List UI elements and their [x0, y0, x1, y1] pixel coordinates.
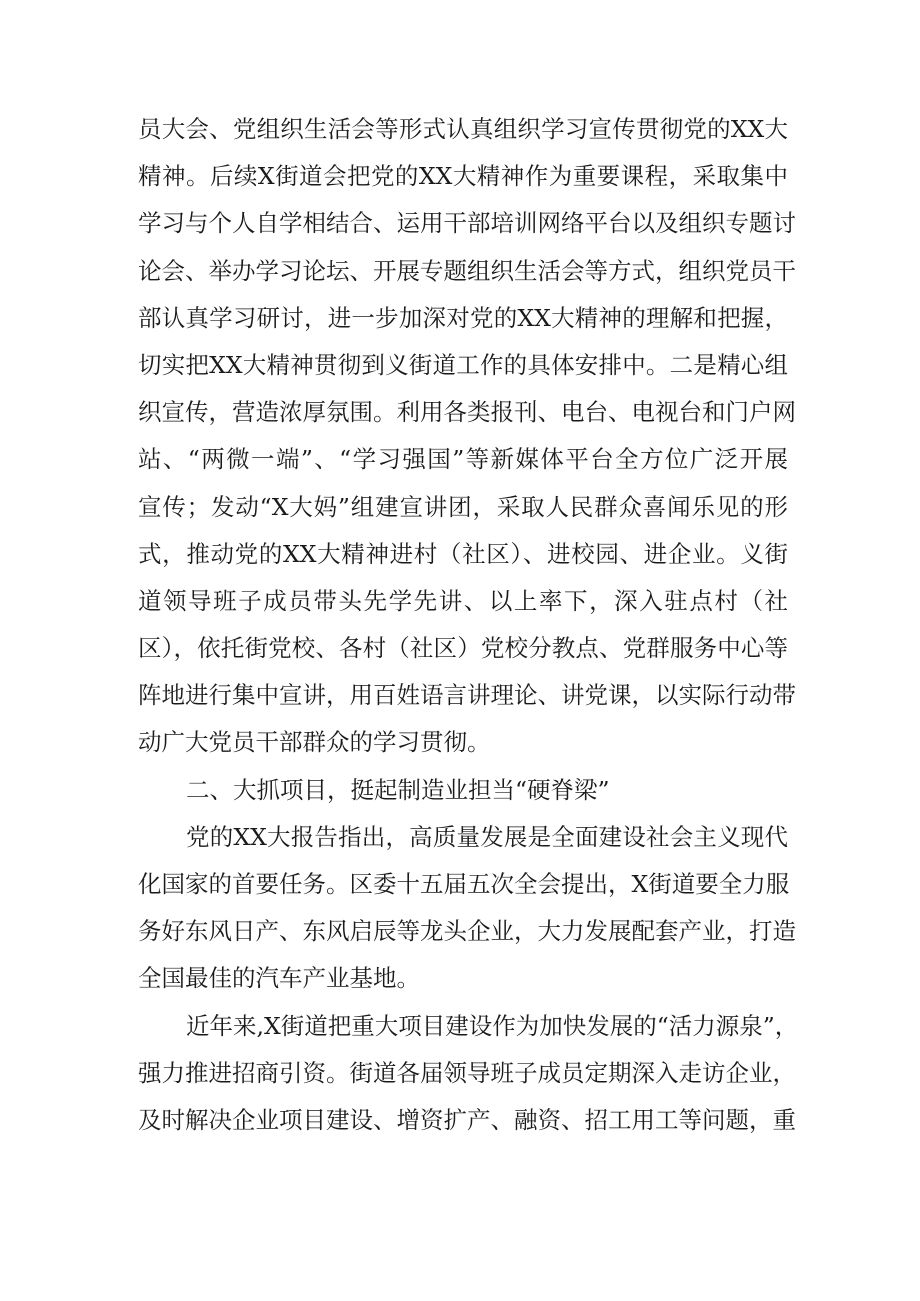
paragraph: [138, 814, 796, 1003]
text-line: 动广大党员干部群众的学习贯彻。: [138, 728, 491, 757]
text-line: 区），依托街党校、各村（社区）党校分教点、党群服务中心等: [138, 634, 788, 663]
section-heading: [138, 767, 788, 814]
text-line: 阵地进行集中宣讲，用百姓语言讲理论、讲党课，以实际行动带: [138, 681, 796, 710]
text-line: 站、“两微一端”、“学习强国”等新媒体平台全方位广泛开展: [138, 445, 788, 474]
text-line: 宣传；发动“X大妈”组建宣讲团，采取人民群众喜闻乐见的形: [138, 492, 788, 521]
text-line: 员大会、党组织生活会等形式认真组织学习宣传贯彻党的XX大: [138, 115, 788, 143]
paragraph: [138, 106, 796, 767]
text-line: 精神。后续X街道会把党的XX大精神作为重要课程，采取集中: [138, 162, 788, 191]
text-line: 论会、举办学习论坛、开展专题组织生活会等方式，组织党员干: [138, 256, 796, 285]
text-line: 强力推进招商引资。街道各届领导班子成员定期深入走访企业，: [138, 1058, 796, 1087]
text-line: 切实把XX大精神贯彻到义街道工作的具体安排中。二是精心组: [138, 350, 788, 379]
text-line: 学习与个人自学相结合、运用干部培训网络平台以及组织专题讨: [138, 209, 796, 238]
text-line: 织宣传，营造浓厚氛围。利用各类报刊、电台、电视台和门户网: [138, 398, 796, 427]
text-line: 式，推动党的XX大精神进村（社区）、进校园、进企业。义街: [138, 539, 788, 568]
text-line: 部认真学习研讨，进一步加深对党的XX大精神的理解和把握，: [138, 303, 788, 332]
text-line: 务好东风日产、东风启辰等龙头企业，大力发展配套产业，打造: [138, 917, 796, 946]
text-line: 及时解决企业项目建设、增资扩产、融资、招工用工等问题，重: [138, 1105, 796, 1134]
text-line: 化国家的首要任务。区委十五届五次全会提出，X街道要全力服: [138, 870, 790, 898]
text-line: 二、大抓项目，挺起制造业担当“硬脊梁”: [186, 775, 610, 804]
document-page: [138, 106, 799, 1144]
text-line: 党的XX大报告指出，高质量发展是全面建设社会主义现代: [186, 822, 788, 851]
text-line: 全国最佳的汽车产业基地。: [138, 964, 420, 993]
paragraph: [138, 1003, 799, 1145]
text-line: 道领导班子成员带头先学先讲、以上率下，深入驻点村（社: [138, 586, 788, 615]
text-line: 近年来,X街道把重大项目建设作为加快发展的“活力源泉”，: [186, 1011, 799, 1040]
